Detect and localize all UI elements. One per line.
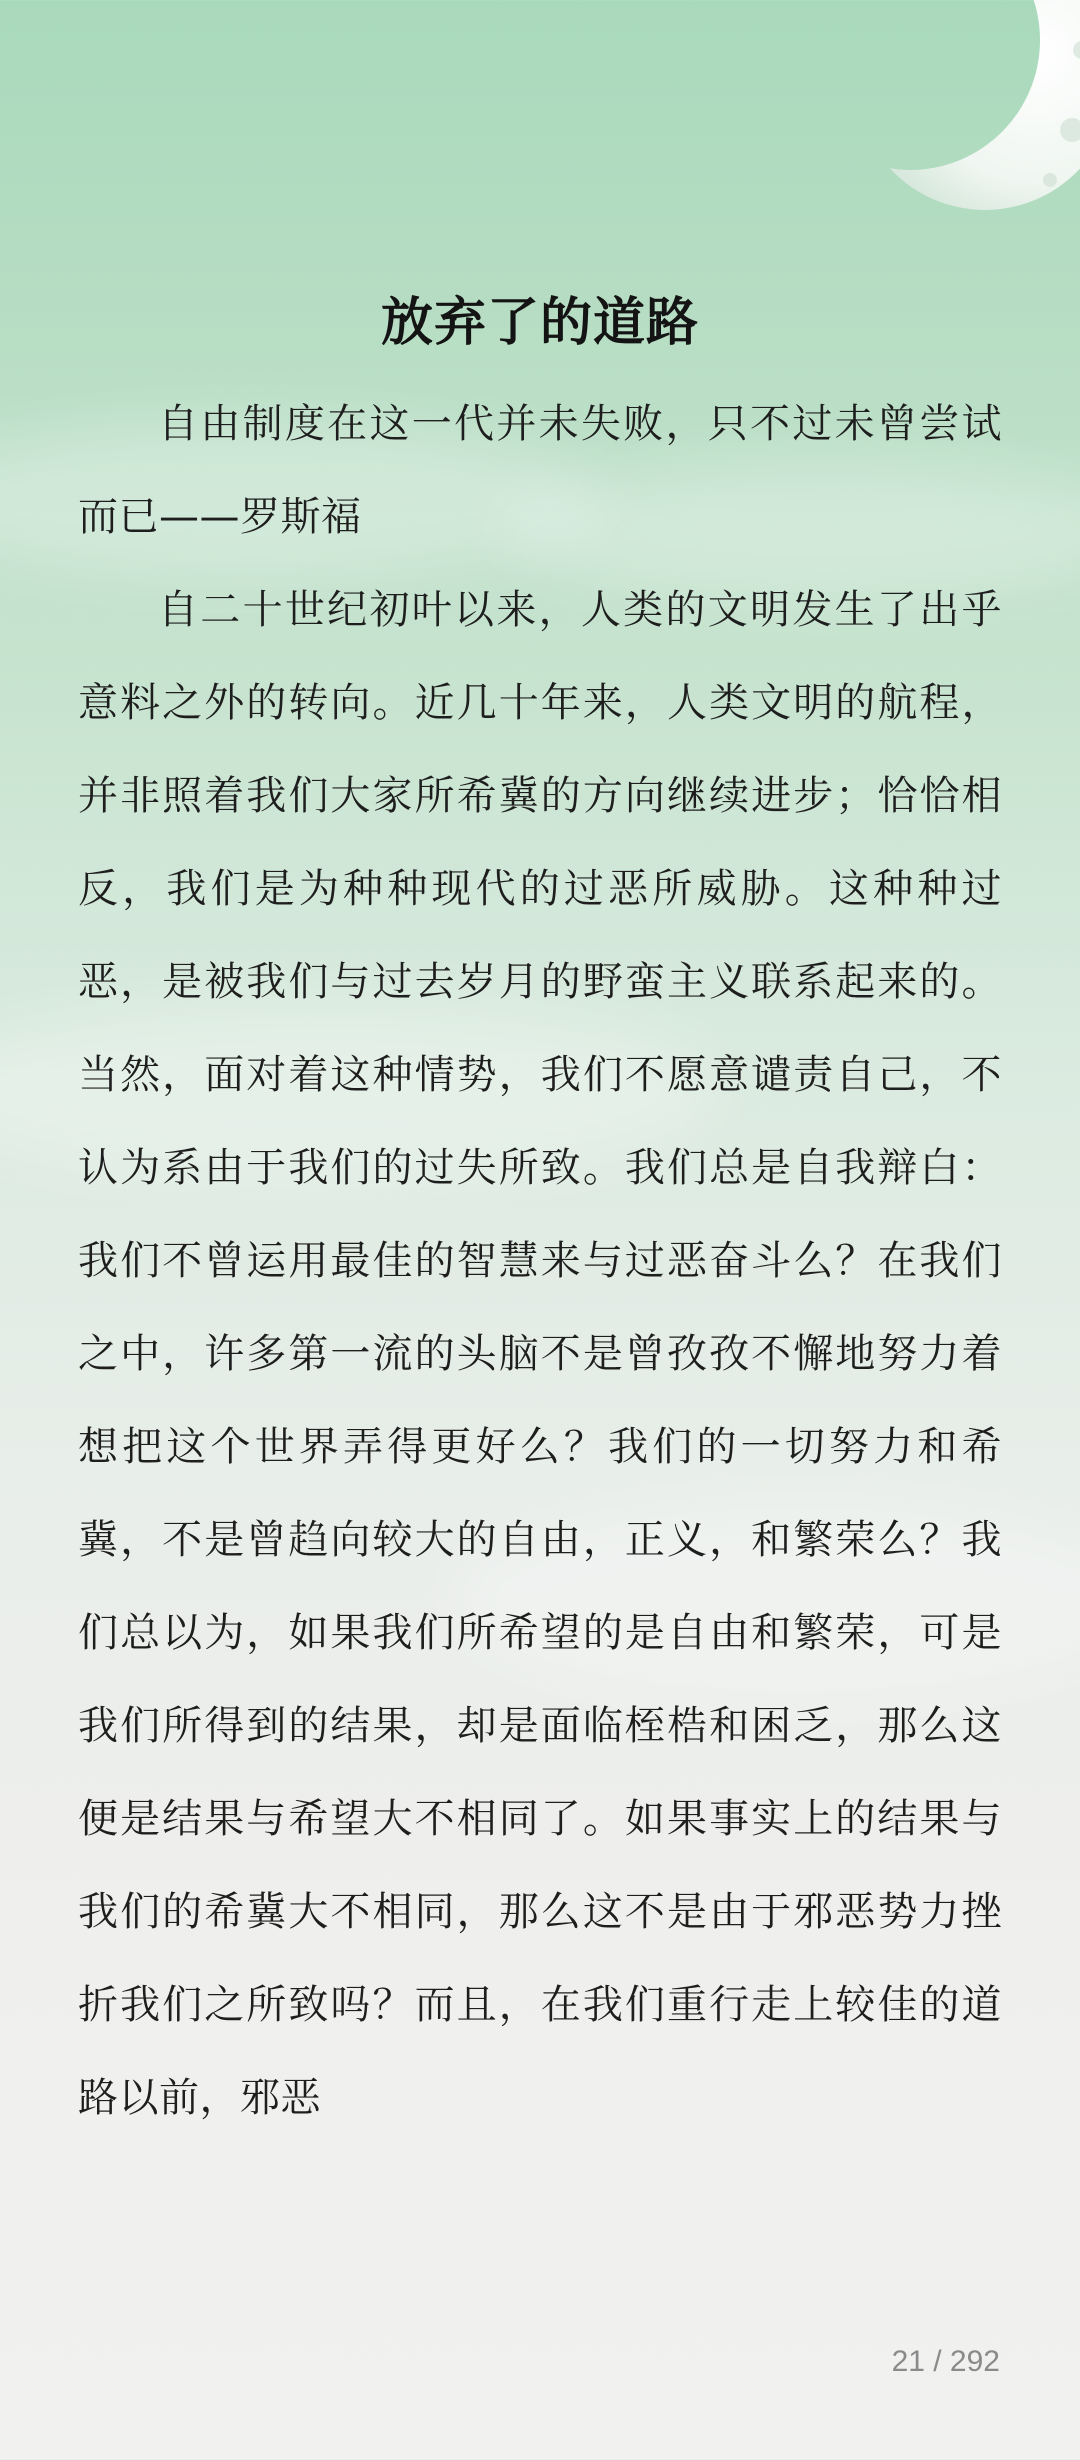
body-paragraph: 自二十世纪初叶以来，人类的文明发生了出乎意料之外的转向。近几十年来，人类文明的航程，并非照着我们大家所希冀的方向继续进步；恰恰相反，我们是为种种现代的过恶所威胁。这种种过恶，是被我们与过去岁月的野蛮主义联系起来的。当然，面对着这种情势，我们不愿意谴责自己，不认为系由于我们的过失所致。我们总是自我辩白：我们不曾运用最佳的智慧来与过恶奋斗么？在我们之中，许多第一流的头脑不是曾孜孜不懈地努力着想把这个世界弄得更好么？我们的一切努力和希冀，不是曾趋向较大的自由，正义，和繁荣么？我们总以为，如果我们所希望的是自由和繁荣，可是我们所得到的结果，却是面临桎梏和困乏，那么这便是结果与希望大不相同了。如果事实上的结果与我们的希冀大不相同，那么这不是由于邪恶势力挫折我们之所致吗？而且，在我们重行走上较佳的道路以前，邪恶 [78, 587, 1002, 2121]
epigraph-paragraph: 自由制度在这一代并未失败，只不过未曾尝试而已——罗斯福 [78, 401, 1002, 540]
crescent-moon-icon [850, 0, 1080, 250]
reading-content[interactable] [78, 378, 1002, 2145]
page-indicator: 21 / 292 [891, 2345, 1000, 2378]
chapter-title: 放弃了的道路 [380, 293, 699, 353]
